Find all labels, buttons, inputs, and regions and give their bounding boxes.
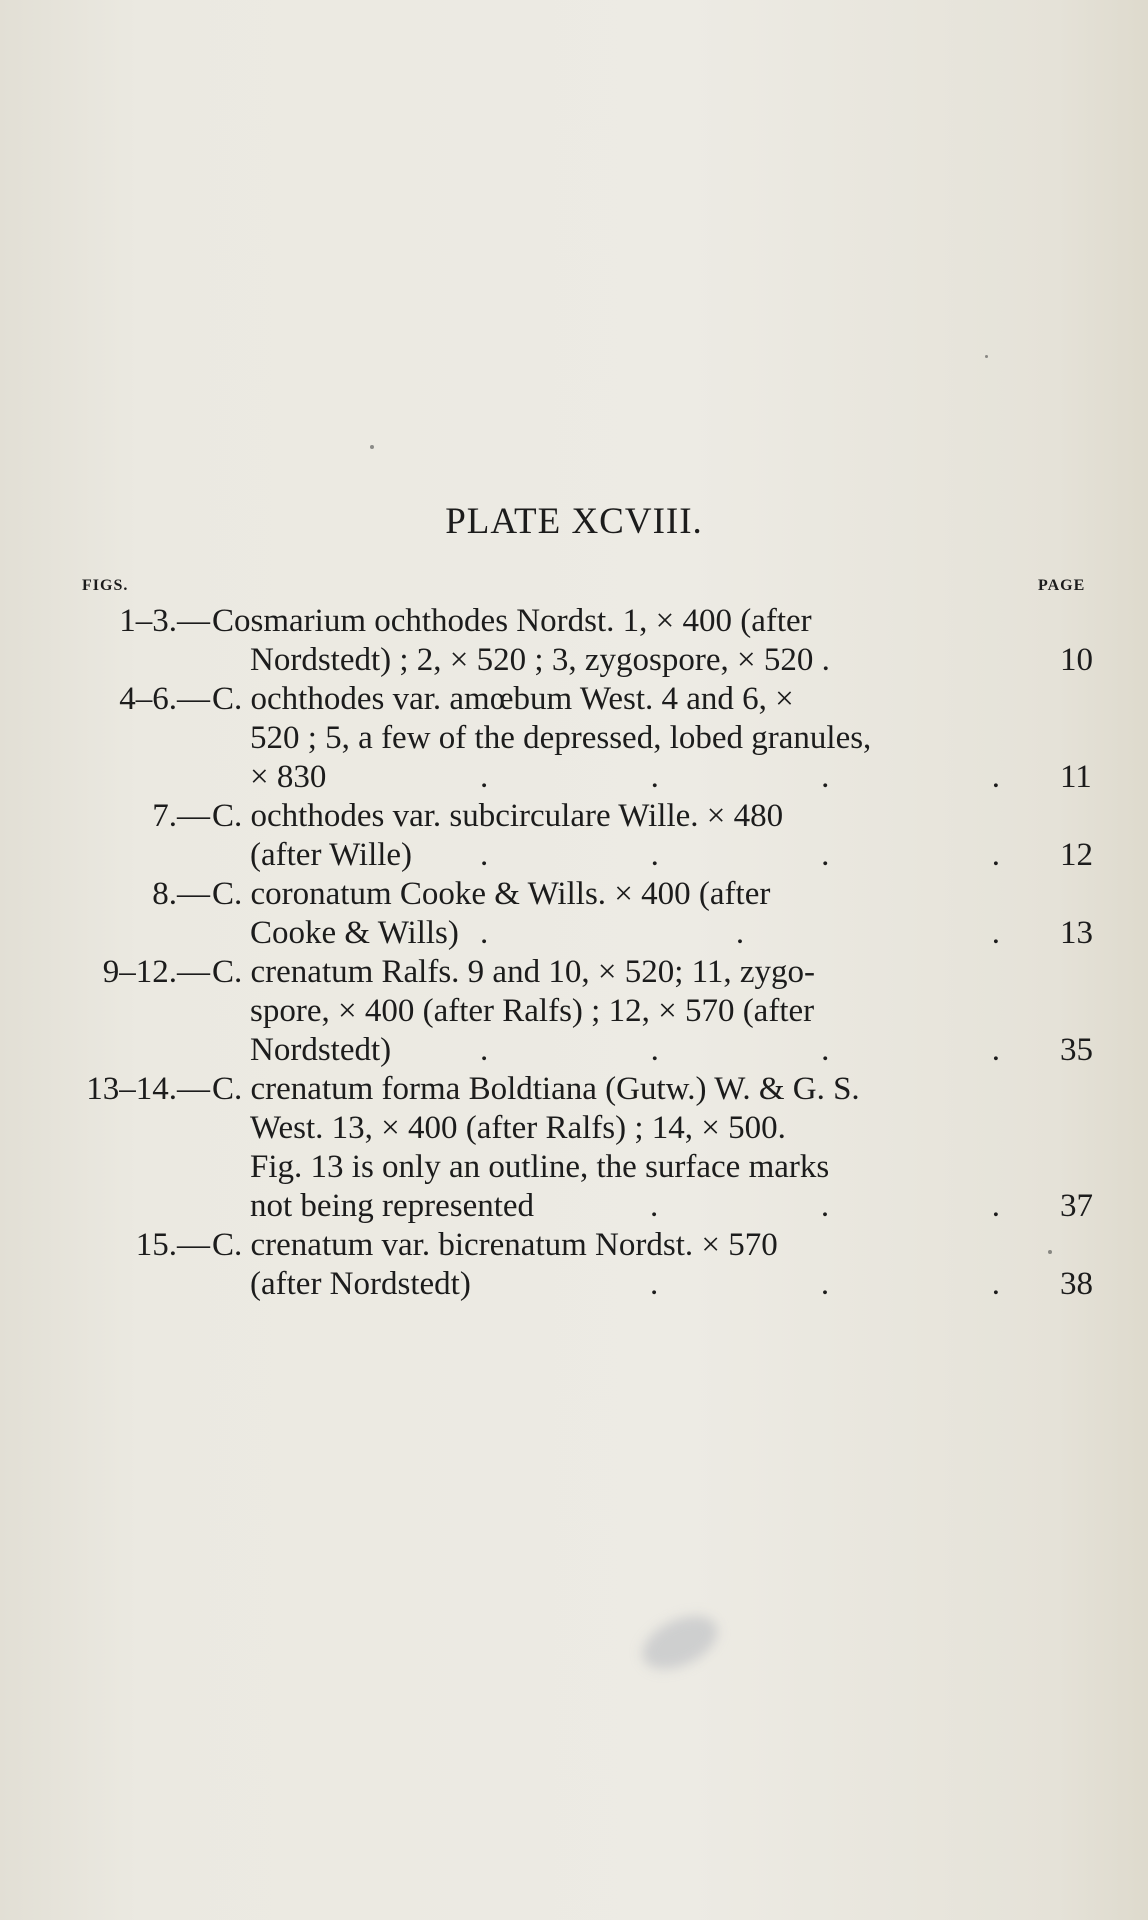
entry-line: C. crenatum forma Boldtiana (Gutw.) W. & G. S. [212,1071,860,1107]
figure-number: 9–12.— [102,954,210,990]
page-number: 37 [1060,1188,1093,1224]
figure-number: 4–6.— [119,681,210,717]
entry-line: (after Wille) [250,837,413,873]
figure-entry [0,875,1148,953]
figure-entry [0,602,1148,680]
figure-entry [0,1226,1148,1304]
figure-entry [0,680,1148,797]
page-number: 11 [1060,759,1092,795]
figure-number: 8.— [152,876,210,912]
leader-dots: . . . [650,1266,1000,1302]
page-speck [985,355,988,358]
page-number: 12 [1060,837,1093,873]
figure-entry [0,797,1148,875]
entry-line: Nordstedt) [250,1032,392,1068]
leader-dots: . . . [650,1188,1000,1224]
figure-entry [0,953,1148,1070]
figure-number: 15.— [135,1227,210,1263]
entry-line: C. coronatum Cooke & Wills. × 400 (after [212,876,771,912]
page-smudge [634,1605,726,1680]
figure-entry [0,1070,1148,1226]
entry-line: × 830 [250,759,327,795]
figs-column-header: FIGS. [82,577,129,594]
entry-line: West. 13, × 400 (after Ralfs) ; 14, × 500. [250,1110,786,1146]
page-number: 13 [1060,915,1093,951]
entry-line: spore, × 400 (after Ralfs) ; 12, × 570 (after [250,993,815,1029]
figure-number: 13–14.— [86,1071,210,1107]
page-number: 35 [1060,1032,1093,1068]
figure-list [0,602,1148,1304]
leader-dots: . . . . [480,837,1000,873]
figure-number: 1–3.— [119,603,210,639]
leader-dots: . . . . [480,759,1000,795]
entry-line: not being represented [250,1188,535,1224]
figure-number: 7.— [152,798,210,834]
leader-dots: . . . . [480,1032,1000,1068]
page-number: 38 [1060,1266,1093,1302]
page-speck [370,445,374,449]
plate-title: PLATE XCVIII. [445,501,703,542]
entry-line: (after Nordstedt) [250,1266,471,1302]
entry-line: C. crenatum Ralfs. 9 and 10, × 520; 11, zygo- [212,954,816,990]
page-column-header: PAGE [1038,577,1086,594]
entry-line: C. ochthodes var. subcirculare Wille. × 480 [212,798,784,834]
entry-line: 520 ; 5, a few of the depressed, lobed granules, [250,720,872,756]
entry-line: Nordstedt) ; 2, × 520 ; 3, zygospore, × 520 . [250,642,830,678]
entry-line: Cosmarium ochthodes Nordst. 1, × 400 (after [212,603,812,639]
entry-line: Fig. 13 is only an outline, the surface marks [250,1149,830,1185]
entry-line: Cooke & Wills) [250,915,459,951]
leader-dots: . . . [480,915,1000,951]
page-number: 10 [1060,642,1093,678]
entry-line: C. crenatum var. bicrenatum Nordst. × 570 [212,1227,778,1263]
entry-line: C. ochthodes var. amœbum West. 4 and 6, × [212,681,794,717]
